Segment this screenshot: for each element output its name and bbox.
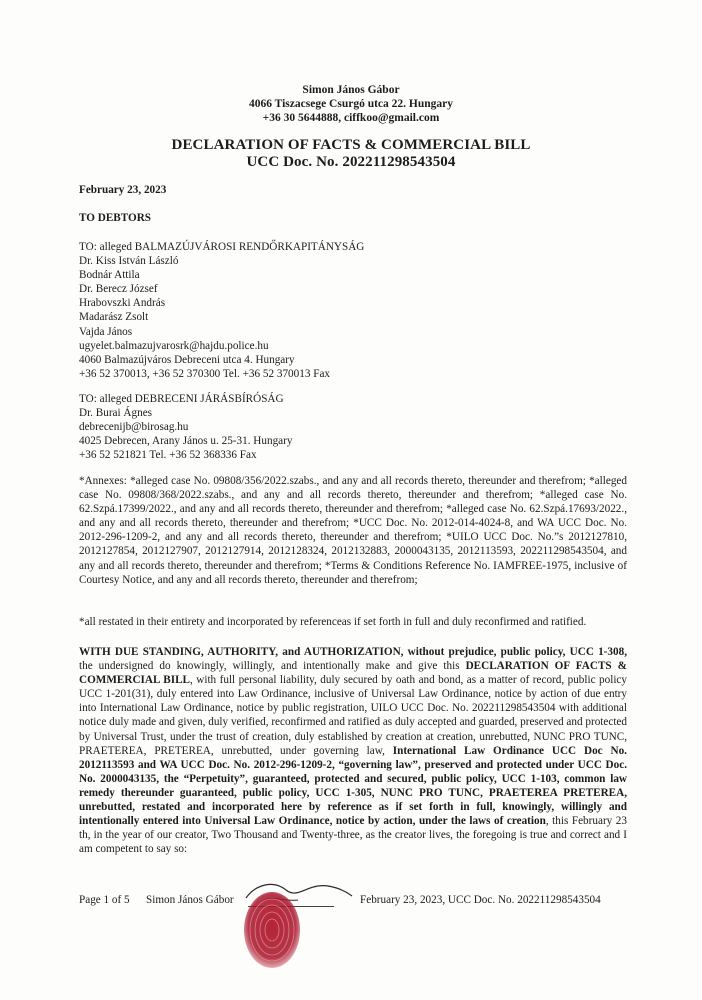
sender-name: Simon János Gábor [302,84,400,96]
debtor-line: Hrabovszki András [79,297,166,310]
sender-address: 4066 Tiszacsege Csurgó utca 22. Hungary [248,98,454,110]
declaration-title-inline: DECLARATION OF FACTS & COMMERCIAL BILL [79,660,627,687]
debtor-line: TO: alleged DEBRECENI JÁRÁSBÍRÓSÁG [79,393,284,405]
document-date: February 23, 2023 [79,184,167,196]
debtor-line: +36 52 521821 Tel. +36 52 368336 Fax [79,449,257,462]
annexes-paragraph: *Annexes: *alleged case No. 09808/356/2022.szabs., and any and all records thereto, thereunder and therefrom; *alleged case No. 09808/368/2022.szabs., and any and all records thereto, thereunder and therefrom; *alleged case No. 62.Szpá.17399/2022., and any and all records thereto, thereunder and therefrom; *alleged case No. 62.Szpá.17693/2022., and any and all records thereto, thereunder and therefrom; *UCC Doc. No. 2012-014-4024-8, and WA UCC Doc. No. 2012-296-1209-2, and any and all records thereto, thereunder and therefrom; *UILO UCC Doc. No.”s 2012127810, 2012127854, 2012127907, 2012127914, 2012128324, 2012132883, 2000043135, 2012113593, 202211298543504, and any and all records thereto, thereunder and therefrom; *Terms & Conditions Reference No. IAMFREE-1975, inclusive of Courtesy Notice, and any and all records thereto, thereunder and therefrom; [79,475,627,586]
footer-page-number: Page 1 of 5 [79,894,130,906]
declaration-text: the undersigned do knowingly, willingly, and intentionally make and give this [79,660,466,673]
sender-contact: +36 30 5644888, ciffkoo@gmail.com [262,112,440,124]
debtor-line: Dr. Burai Ágnes [79,407,153,420]
debtor-line: 4025 Debrecen, Arany János u. 25-31. Hungary [79,435,293,448]
debtor-line: Dr. Berecz József [79,283,158,296]
thumbprint-blot [244,892,300,968]
governing-law-clause: International Law Ordinance UCC Doc No. 2012113593 and WA UCC Doc. No. 2012-296-1209-2, “governing law”, preserved and protected under UCC Doc. No. 2000043135, the “Perpetuity”, guaranteed, protected and secured, public policy, UCC 1-103, common law remedy thereunder guaranteed, public policy, UCC 1-305, NUNC PRO TUNC, PRAETEREA PRETEREA, unrebutted, restated and incorporated here by reference as if set forth in full, knowingly, willingly and intentionally entered into Universal Law Ordinance, notice by action, under the laws of creation [79,744,627,828]
footer-doc-reference: February 23, 2023, UCC Doc. No. 202211298543504 [360,894,601,906]
debtor-line: 4060 Balmazújváros Debreceni utca 4. Hungary [79,353,295,366]
debtor-line: Madarász Zsolt [79,311,149,324]
standing-clause: WITH DUE STANDING, AUTHORITY, and AUTHORIZATION, without prejudice, public policy, UCC 1-308, [79,646,627,658]
footer-signer-name: Simon János Gábor [146,894,234,906]
debtor-line: Vajda János [79,325,133,338]
debtor-line: TO: alleged BALMAZÚJVÁROSI RENDŐRKAPITÁNYSÁG [79,241,365,253]
debtor-line: debrecenijb@birosag.hu [79,421,189,434]
debtor-line: Bodnár Attila [79,269,140,282]
restated-note: *all restated in their entirety and incorporated by referenceas if set forth in full and duly reconfirmed and ratified. [79,616,587,628]
debtor-line: Dr. Kiss István László [79,255,179,268]
declaration-closing: , this February 23 th, in the year of our creator, Two Thousand and Twenty-three, as the creator lives, the foregoing is true and correct and I am competent to say so: [79,815,627,856]
debtor-line: ugyelet.balmazujvarosrk@hajdu.police.hu [79,339,269,352]
document-title: DECLARATION OF FACTS & COMMERCIAL BILL [171,137,531,153]
debtor-line: +36 52 370013, +36 52 370300 Tel. +36 52 370013 Fax [79,367,331,380]
declaration-text: , with full personal liability, duly secured by oath and bond, as a matter of record, public policy UCC 1-201(31), duly entered into Law Ordinance, inclusive of Universal Law Ordinance, notice by action of due entry into International Law Ordinance, notice by public registration, UILO UCC Doc. No. 202211298543504 with additional notice duly made and given, duly verified, reconfirmed and ratified as duly accepted and guarded, preserved and protected by Universal Trust, under the trust of creation, duly established by creation at creation, unrebutted, NUNC PRO TUNC, PRAETEREA, PRETEREA, unrebutted, under governing law, [79,674,627,757]
to-debtors-heading: TO DEBTORS [79,212,152,224]
document-ucc-number: UCC Doc. No. 202211298543504 [246,154,456,170]
